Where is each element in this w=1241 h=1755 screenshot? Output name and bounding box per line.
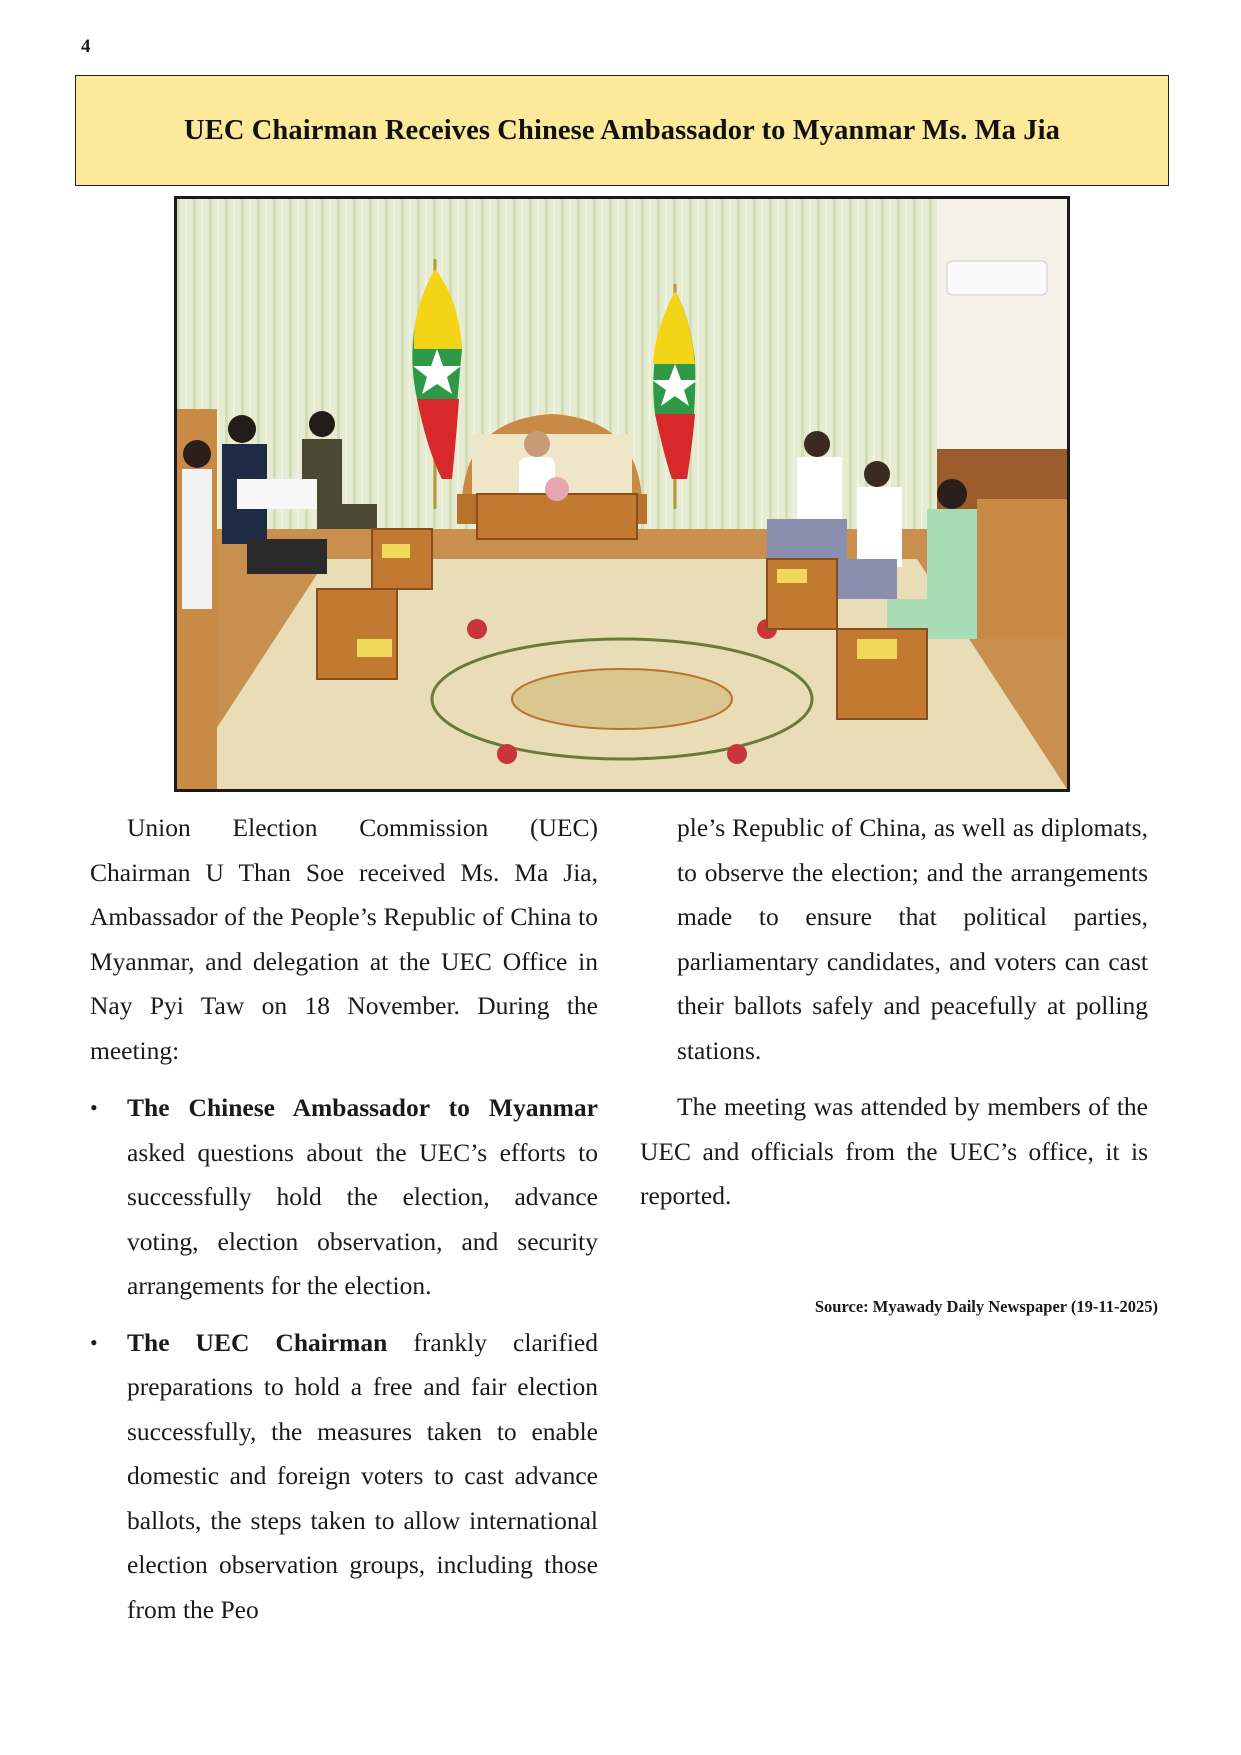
meeting-photo-illustration	[177, 199, 1067, 789]
source-credit: Source: Myawady Daily Newspaper (19-11-2025)	[814, 1297, 1158, 1316]
bullet-icon: •	[90, 1329, 98, 1355]
bullet-icon: •	[90, 1095, 98, 1120]
key-points-list	[90, 1086, 598, 1632]
page-number: 4	[81, 36, 91, 57]
key-point-text: frankly clarified preparations to hold a free and fair election successfully, the measures taken to enable domestic and foreign voters to cast advance ballots, the steps taken to allow international election observation groups, including those from the Peo	[127, 1327, 598, 1624]
headline-box	[75, 75, 1169, 186]
key-point-lead: The Chinese Ambassador to Myanmar	[127, 1093, 598, 1122]
article-right-column	[640, 806, 1148, 1219]
meeting-photo	[174, 196, 1070, 792]
key-point	[90, 1086, 598, 1309]
key-point	[90, 1321, 598, 1633]
key-point-text: asked questions about the UEC’s efforts to successfully hold the election, advance voting, election observation, and security arrangements for the election.	[127, 1137, 598, 1300]
headline: UEC Chairman Receives Chinese Ambassador to Myanmar Ms. Ma Jia	[184, 114, 1060, 146]
intro-paragraph: Union Election Commission (UEC) Chairman U Than Soe received Ms. Ma Jia, Ambassador of the People’s Republic of China to Myanmar, and delegation at the UEC Office in Nay Pyi Taw on 18 November. During the meeting:	[90, 813, 598, 1065]
air-conditioner	[947, 261, 1047, 295]
article-left-column	[90, 806, 598, 1644]
key-point-continuation: ple’s Republic of China, as well as diplomats, to observe the election; and the arrangements made to ensure that political parties, parliamentary candidates, and voters can cast their ballots safely and peacefully at polling stations.	[677, 813, 1148, 1065]
closing-paragraph: The meeting was attended by members of the UEC and officials from the UEC’s office, it is reported.	[640, 1092, 1148, 1210]
key-point-lead: The UEC Chairman	[127, 1327, 388, 1357]
